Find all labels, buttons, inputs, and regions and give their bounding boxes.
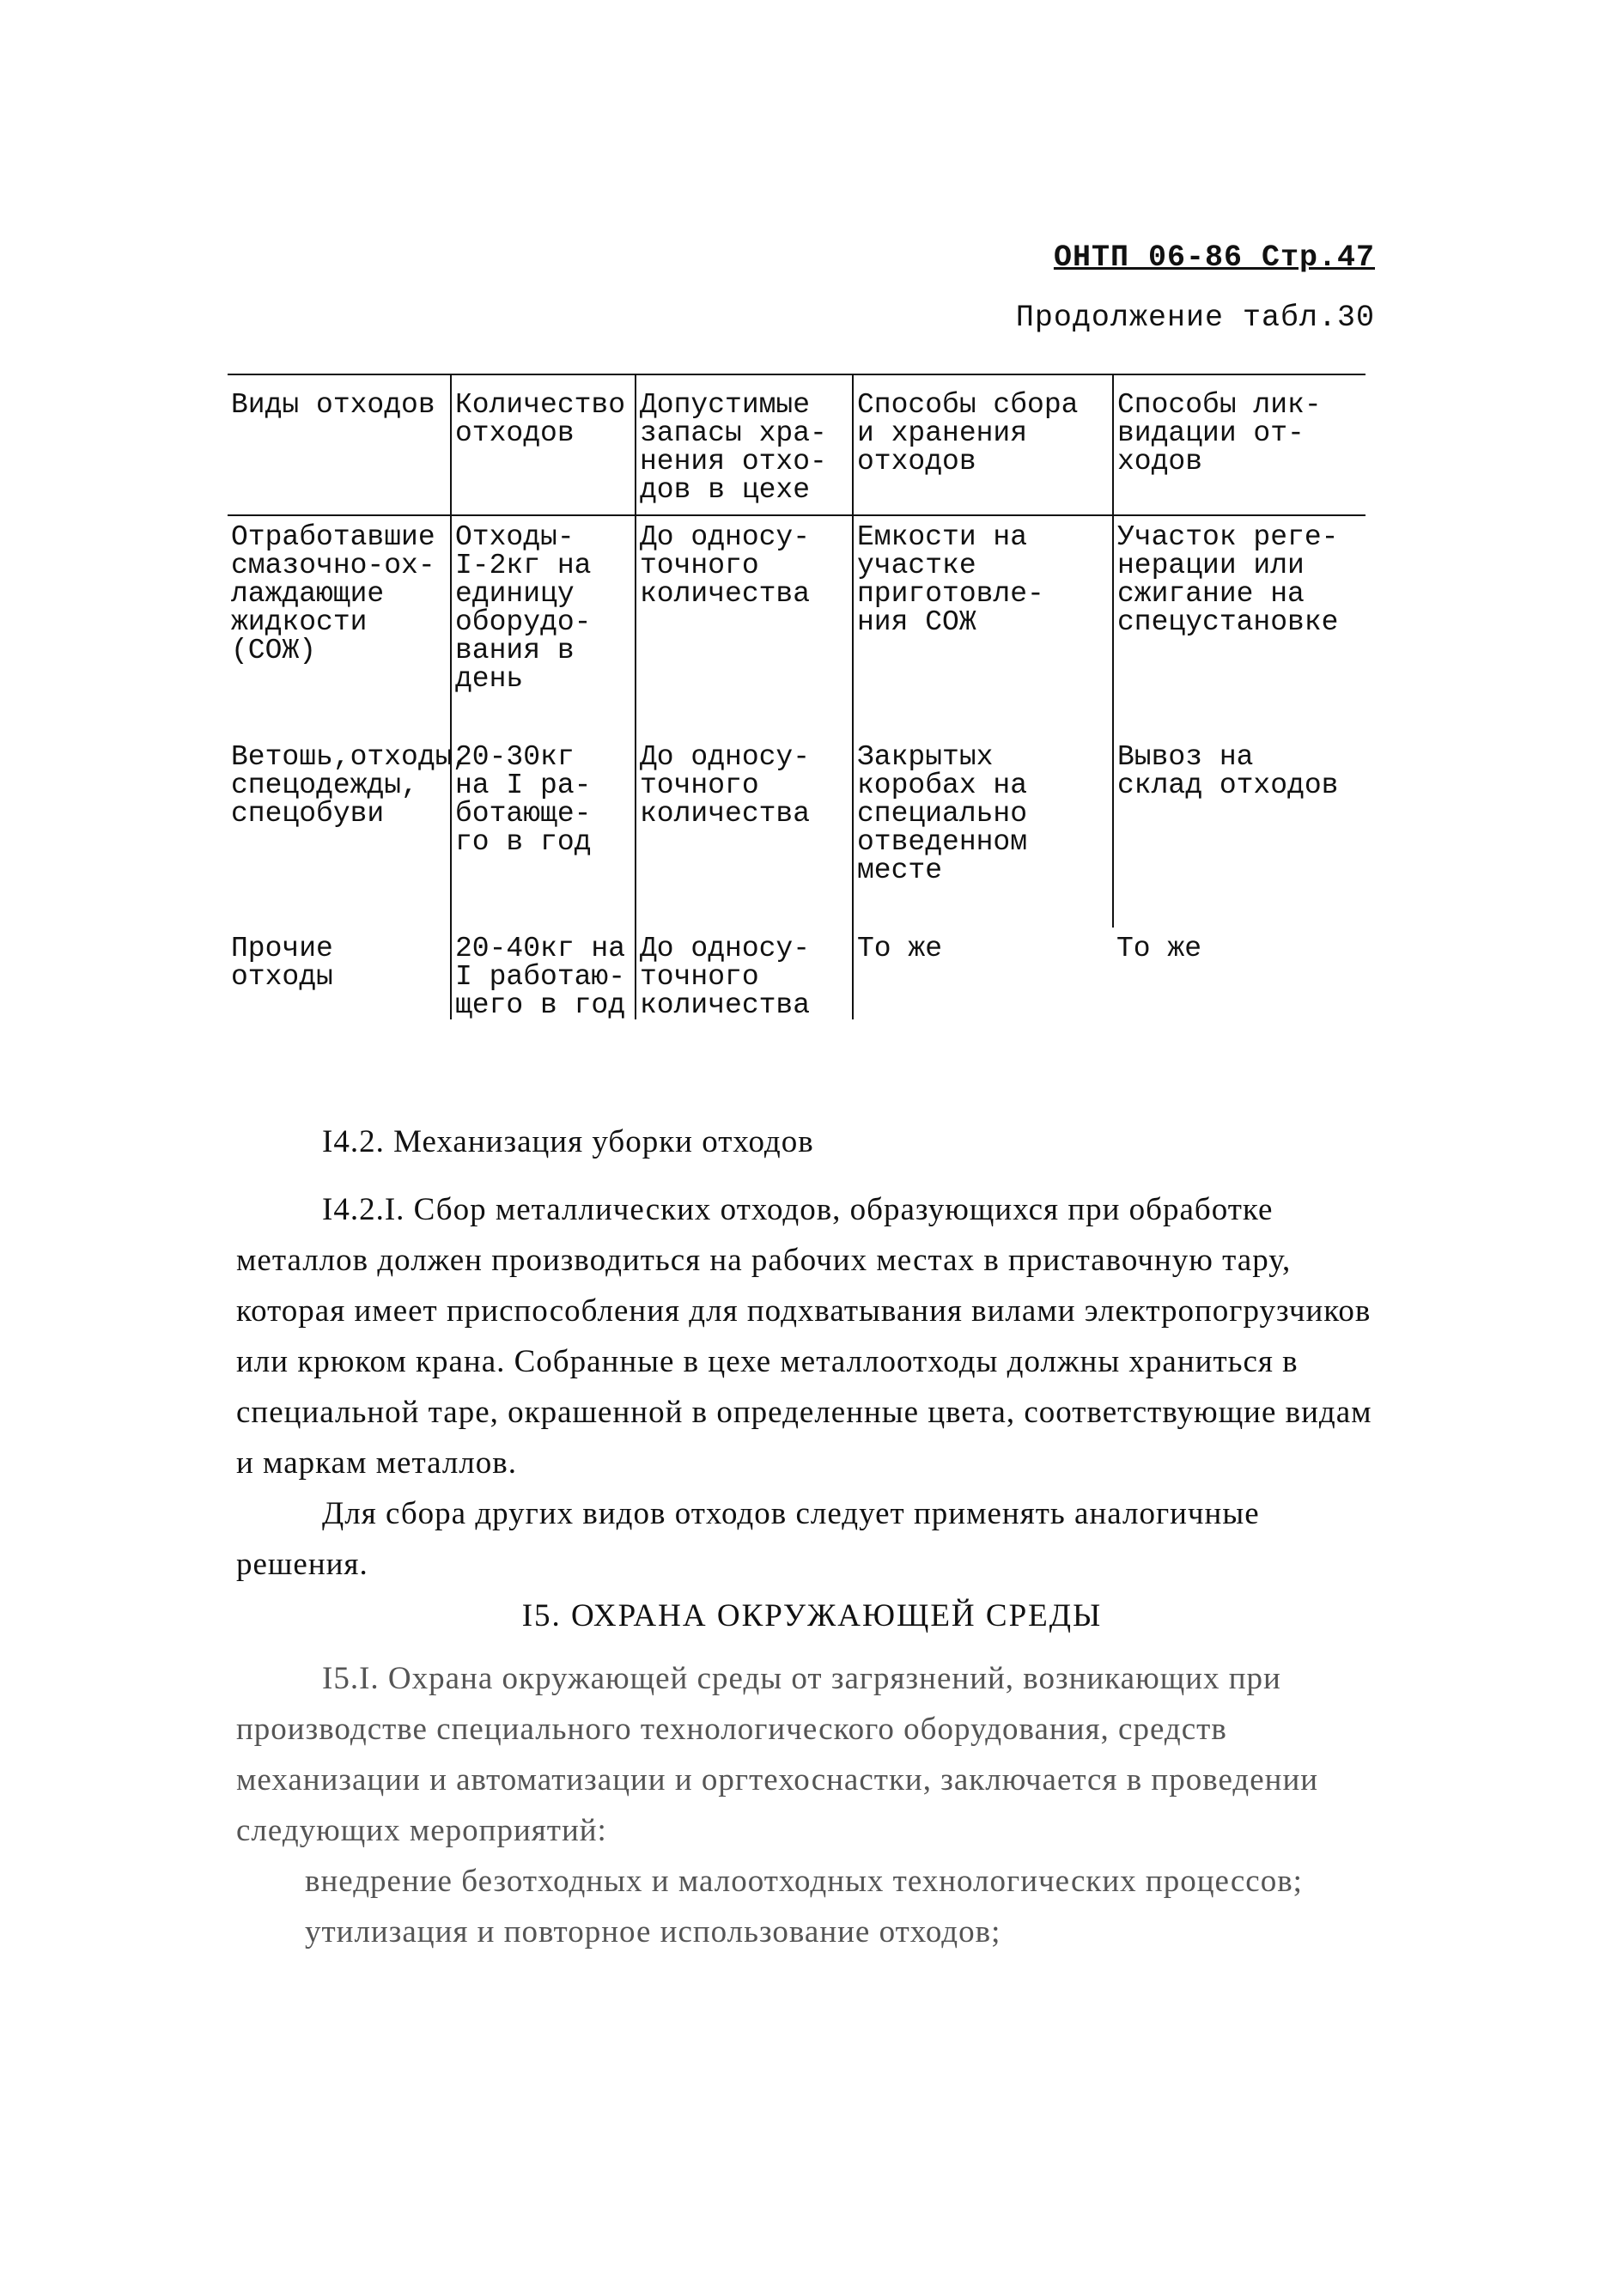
column-header-collection-methods: Способы сбора и хранения отходов xyxy=(853,374,1113,515)
table-cell: 20-30кг на I ра- ботающе- го в год xyxy=(451,736,636,928)
table-cell: Прочие отходы xyxy=(231,933,333,993)
table-header-row xyxy=(228,374,1365,515)
table-cell: 20-40кг на I работаю- щего в год xyxy=(451,928,636,1019)
document-reference: ОНТП 06-86 Стр.47 xyxy=(1053,240,1375,275)
table-caption: Продолжение табл.30 xyxy=(1015,301,1375,335)
table-row xyxy=(228,515,1365,736)
table-cell: До односу- точного количества xyxy=(636,928,853,1019)
section-title: I5. ОХРАНА ОКРУЖАЮЩЕЙ СРЕДЫ xyxy=(521,1598,1103,1633)
table-cell: То же xyxy=(853,928,1113,1019)
table-cell: Отработавшие смазочно-ох- лаждающие жидкости (СОЖ) xyxy=(231,521,435,666)
table-cell: До односу- точного количества xyxy=(636,736,853,928)
paragraph: I5.I. Охрана окружающей среды от загрязнений, возникающих при производстве специального технологического оборудования, средств механизации и автоматизации и оргтехоснастки, заключается в проведении следующих мероприятий: xyxy=(236,1661,1319,1848)
table-row xyxy=(228,928,1365,1019)
section-15 xyxy=(236,1653,1374,1957)
list-item: утилизация и повторное использование отходов; xyxy=(305,1914,1001,1950)
list-item: внедрение безотходных и малоотходных технологических процессов; xyxy=(305,1864,1303,1899)
column-header-quantity: Количество отходов xyxy=(451,374,636,515)
waste-table xyxy=(228,374,1365,1019)
paragraph: Для сбора других видов отходов следует применять аналогичные решения. xyxy=(236,1496,1260,1582)
column-header-waste-type: Виды отходов xyxy=(228,374,451,515)
paragraph: I4.2.I. Сбор металлических отходов, образующихся при обработке металлов должен производиться на рабочих местах в приставочную тару, которая имеет приспособления для подхватывания вилами электропогрузчиков или крюком крана. Собранные в цехе металлоотходы должны храниться в специальной таре, окрашенной в определенные цвета, соответствующие видам и маркам металлов. xyxy=(236,1192,1372,1481)
section-heading: I4.2. Механизация уборки отходов xyxy=(322,1124,814,1159)
table-cell: До односу- точного количества xyxy=(636,515,853,736)
table-cell: Вывоз на склад отходов xyxy=(1113,736,1365,928)
table-cell: Отходы- I-2кг на единицу оборудо- вания в день xyxy=(451,515,636,736)
table-cell: Закрытых коробах на специально отведенном месте xyxy=(853,736,1113,928)
table-cell: Ветошь,отходы, спецодежды, спецобуви xyxy=(231,741,470,830)
column-header-disposal-methods: Способы лик- видации от- ходов xyxy=(1113,374,1365,515)
table-cell: Емкости на участке приготовле- ния СОЖ xyxy=(853,515,1113,736)
table-row xyxy=(228,736,1365,928)
table-cell: То же xyxy=(1116,933,1202,964)
section-14-2 xyxy=(236,1116,1374,1590)
table-cell: Участок реге- нерации или сжигание на спецустановке xyxy=(1113,515,1365,736)
column-header-storage-limits: Допустимые запасы хра- нения отхо- дов в цехе xyxy=(636,374,853,515)
